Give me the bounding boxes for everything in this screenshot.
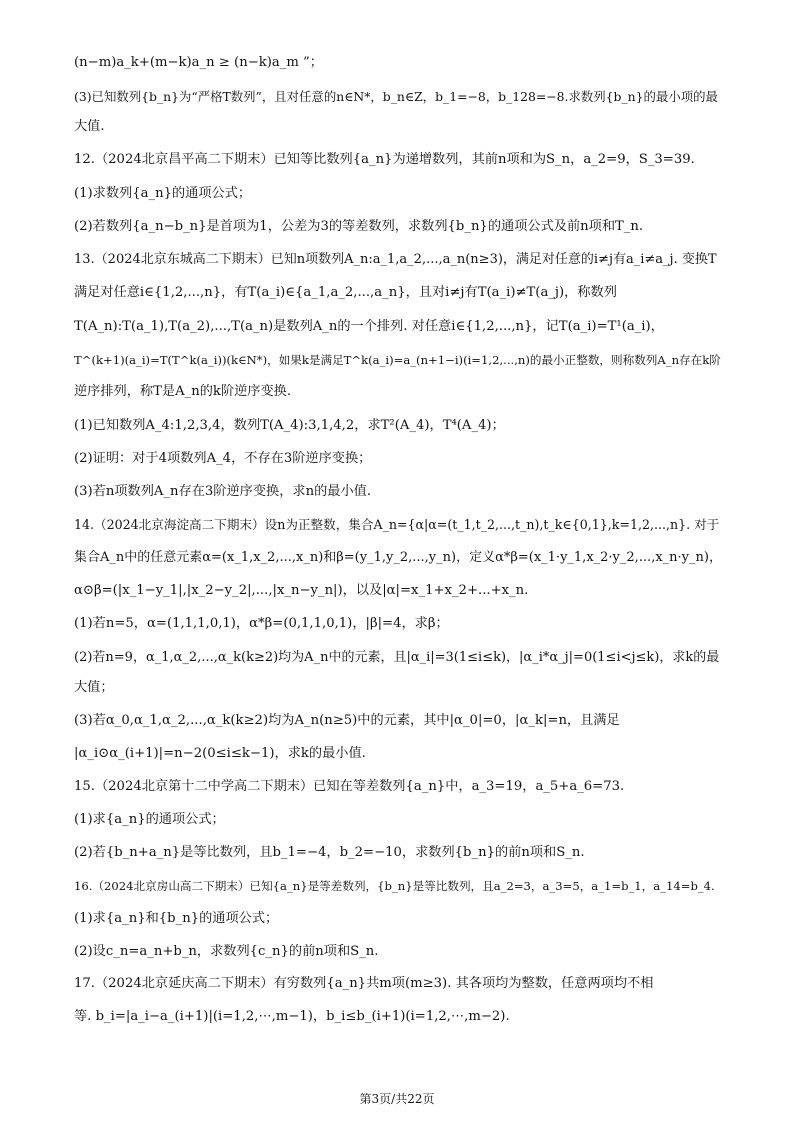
text-line: (3)若α_0,α_1,α_2,...,α_k(k≥2)均为A_n(n≥5)中的元素，其中|α_0|=0，|α_k|=n，且满足 xyxy=(74,713,620,728)
text-line: 大值. xyxy=(74,119,105,134)
page-number: 第3页/共22页 xyxy=(359,1092,435,1106)
text-line: 集合A_n中的任意元素α=(x_1,x_2,...,x_n)和β=(y_1,y_2,...,y_n)，定义α*β=(x_1·y_1,x_2·y_2,...,x_n·y_n)， xyxy=(74,550,722,565)
question-14-heading: 14.（2024北京海淀高二下期末）设n为正整数，集合A_n={α|α=(t_1,t_2,...,t_n),t_k∈{0,1},k=1,2,...,n}. 对于 xyxy=(74,517,720,532)
text-line: T^(k+1)(a_i)=T(T^k(a_i))(k∈N*)，如果k是满足T^k(a_i)=a_(n+1−i)(i=1,2,...,n)的最小正整数，则称数列A_n存在k阶 xyxy=(74,353,721,367)
question-17-heading: 17.（2024北京延庆高二下期末）有穷数列{a_n}共m项(m≥3). 其各项均为整数，任意两项均不相 xyxy=(74,976,654,991)
text-line: |α_i⊙α_(i+1)|=n−2(0≤i≤k−1)，求k的最小值. xyxy=(74,746,366,761)
question-12-heading: 12.（2024北京昌平高二下期末）已知等比数列{a_n}为递增数列，其前n项和为S_n，a_2=9，S_3=39. xyxy=(74,152,695,167)
text-line: (1)已知数列A_4:1,2,3,4，数列T(A_4):3,1,4,2，求T²(A_4)，T⁴(A_4)； xyxy=(74,418,505,433)
text-line: (3)已知数列{b_n}为“严格T数列”，且对任意的n∈N*，b_n∈Z，b_1=−8，b_128=−8.求数列{b_n}的最小项的最 xyxy=(74,89,718,104)
text-line: (1)求{a_n}和{b_n}的通项公式； xyxy=(74,911,279,926)
text-line: (2)证明：对于4项数列A_4，不存在3阶逆序变换； xyxy=(74,451,372,466)
text-line: 等. b_i=|a_i−a_(i+1)|(i=1,2,⋯,m−1)，b_i≤b_(i+1)(i=1,2,⋯,m−2). xyxy=(74,1009,510,1024)
question-16-heading: 16.（2024北京房山高二下期末）已知{a_n}是等差数列，{b_n}是等比数列，且a_2=3，a_3=5，a_1=b_1，a_14=b_4. xyxy=(74,879,715,893)
text-line: (1)求{a_n}的通项公式； xyxy=(74,812,225,827)
text-line: (3)若n项数列A_n存在3阶逆序变换，求n的最小值. xyxy=(74,484,372,499)
text-line: (2)若{b_n+a_n}是等比数列，且b_1=−4，b_2=−10，求数列{b_n}的前n项和S_n. xyxy=(74,845,585,860)
text-line: 逆序排列，称T是A_n的k阶逆序变换. xyxy=(74,384,292,399)
text-line: (1)求数列{a_n}的通项公式； xyxy=(74,186,252,201)
text-line: 大值； xyxy=(74,680,114,695)
text-line: (2)设c_n=a_n+b_n，求数列{c_n}的前n项和S_n. xyxy=(74,944,379,959)
text-line: T(A_n):T(a_1),T(a_2),...,T(a_n)是数列A_n的一个排列. 对任意i∈{1,2,...,n}，记T(a_i)=T¹(a_i)， xyxy=(74,319,664,334)
text-line: (2)若n=9，α_1,α_2,...,α_k(k≥2)均为A_n中的元素，且|α_i|=3(1≤i≤k)，|α_i*α_j|=0(1≤i<j≤k)，求k的最 xyxy=(74,650,720,665)
text-line: (1)若n=5，α=(1,1,1,0,1)，α*β=(0,1,1,0,1)，|β|=4，求β； xyxy=(74,616,449,631)
text-line: (2)若数列{a_n−b_n}是首项为1，公差为3的等差数列，求数列{b_n}的通项公式及前n项和T_n. xyxy=(74,219,644,234)
text-line: α⊙β=(|x_1−y_1|,|x_2−y_2|,...,|x_n−y_n|)，以及|α|=x_1+x_2+...+x_n. xyxy=(74,583,529,598)
text-line: 满足对任意i∈{1,2,...,n}，有T(a_i)∈{a_1,a_2,...,a_n}，且对i≠j有T(a_i)≠T(a_j)，称数列 xyxy=(74,285,617,300)
question-15-heading: 15.（2024北京第十二中学高二下期末）已知在等差数列{a_n}中，a_3=19，a_5+a_6=73. xyxy=(74,779,625,794)
text-line: (n−m)a_k+(m−k)a_n ≥ (n−k)a_m ”； xyxy=(74,55,323,70)
question-13-heading: 13.（2024北京东城高二下期末）已知n项数列A_n:a_1,a_2,...,a_n(n≥3)，满足对任意的i≠j有a_i≠a_j. 变换T xyxy=(74,252,717,267)
